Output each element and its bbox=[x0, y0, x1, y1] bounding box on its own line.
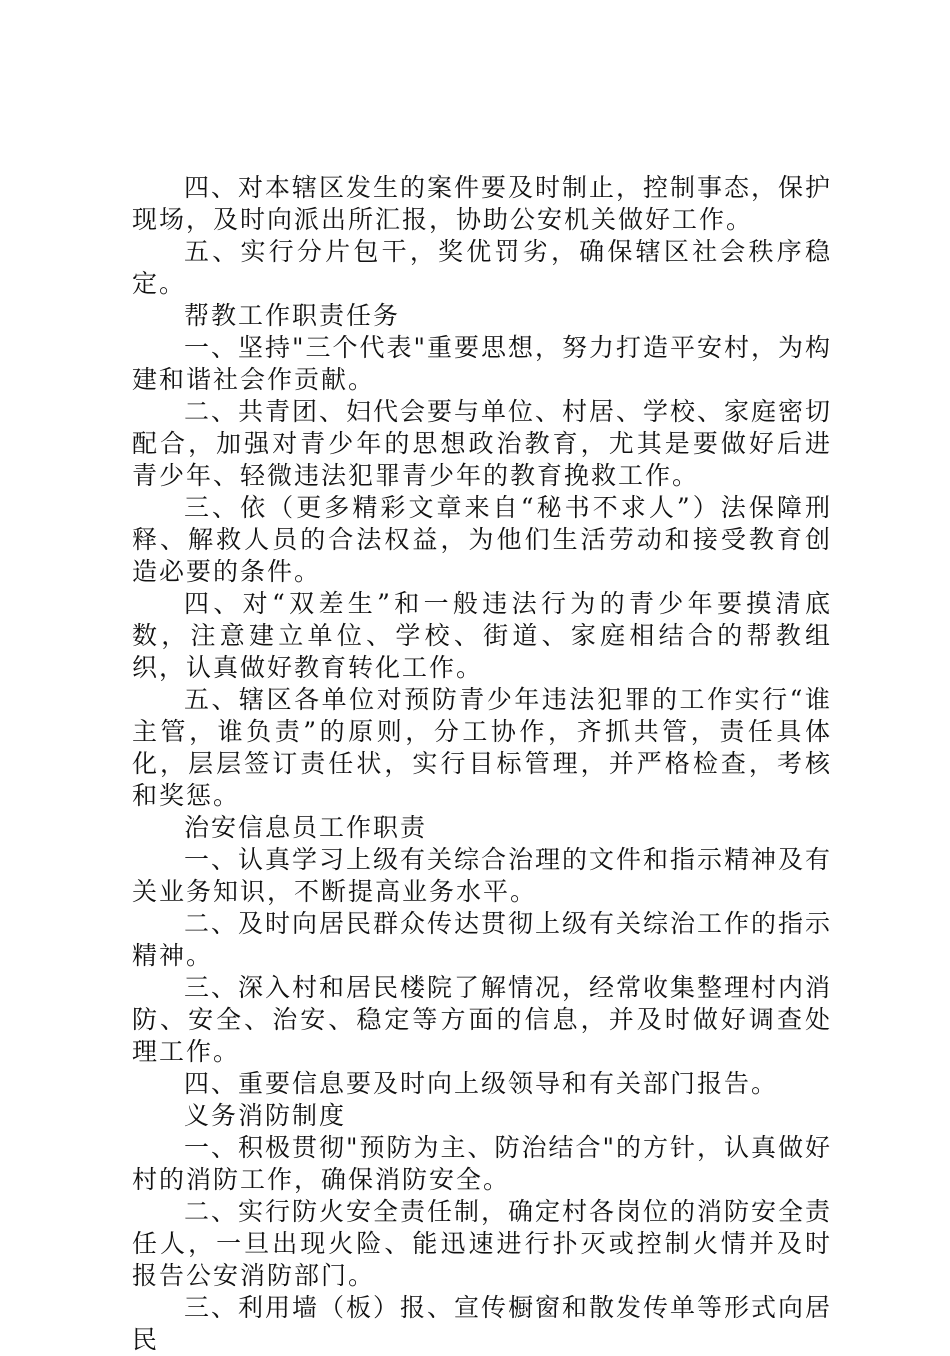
paragraph-zone-responsibility: 五、实行分片包干，奖优罚劣，确保辖区社会秩序稳定。 bbox=[132, 237, 832, 298]
paragraph-convey-instructions: 二、及时向居民群众传达贯彻上级有关综治工作的指示精神。 bbox=[132, 909, 833, 970]
paragraph-released-persons-rights: 三、依（更多精彩文章来自“秘书不求人”）法保障刑释、解救人员的合法权益，为他们生活劳动和接受教育创造必要的条件。 bbox=[132, 493, 832, 586]
section-heading-security-informant: 治安信息员工作职责 bbox=[184, 813, 428, 842]
paragraph-publicity: 三、利用墙（板）报、宣传橱窗和散发传单等形式向居民 bbox=[132, 1293, 833, 1354]
document-page bbox=[132, 172, 832, 1356]
section-heading-assistance-education: 帮教工作职责任务 bbox=[184, 301, 401, 330]
paragraph-study-documents: 一、认真学习上级有关综合治理的文件和指示精神及有关业务知识，不断提高业务水平。 bbox=[132, 845, 833, 906]
paragraph-collect-information: 三、深入村和居民楼院了解情况，经常收集整理村内消防、安全、治安、稳定等方面的信息，并及时做好调查处理工作。 bbox=[132, 973, 833, 1066]
paragraph-case-handling: 四、对本辖区发生的案件要及时制止，控制事态，保护现场，及时向派出所汇报，协助公安机关做好工作。 bbox=[132, 173, 833, 234]
paragraph-double-poor-students: 四、对“双差生”和一般违法行为的青少年要摸清底数，注意建立单位、学校、街道、家庭相结合的帮教组织，认真做好教育转化工作。 bbox=[132, 589, 832, 682]
paragraph-who-manages-responsible: 五、辖区各单位对预防青少年违法犯罪的工作实行“谁主管，谁负责”的原则，分工协作，齐抓共管，责任具体化，层层签订责任状，实行目标管理，并严格检查，考核和奖惩。 bbox=[132, 685, 832, 810]
paragraph-prevention-first: 一、积极贯彻"预防为主、防治结合"的方针，认真做好村的消防工作，确保消防安全。 bbox=[132, 1133, 833, 1194]
paragraph-youth-education: 二、共青团、妇代会要与单位、村居、学校、家庭密切配合，加强对青少年的思想政治教育，尤其是要做好后进青少年、轻微违法犯罪青少年的教育挽救工作。 bbox=[132, 397, 833, 490]
paragraph-fire-safety-responsibility: 二、实行防火安全责任制，确定村各岗位的消防安全责任人，一旦出现火险、能迅速进行扑灭或控制火情并及时报告公安消防部门。 bbox=[132, 1197, 833, 1290]
paragraph-three-represents: 一、坚持"三个代表"重要思想，努力打造平安村，为构建和谐社会作贡献。 bbox=[132, 333, 833, 394]
paragraph-report-information: 四、重要信息要及时向上级领导和有关部门报告。 bbox=[184, 1069, 779, 1098]
section-heading-volunteer-fire: 义务消防制度 bbox=[184, 1101, 347, 1130]
